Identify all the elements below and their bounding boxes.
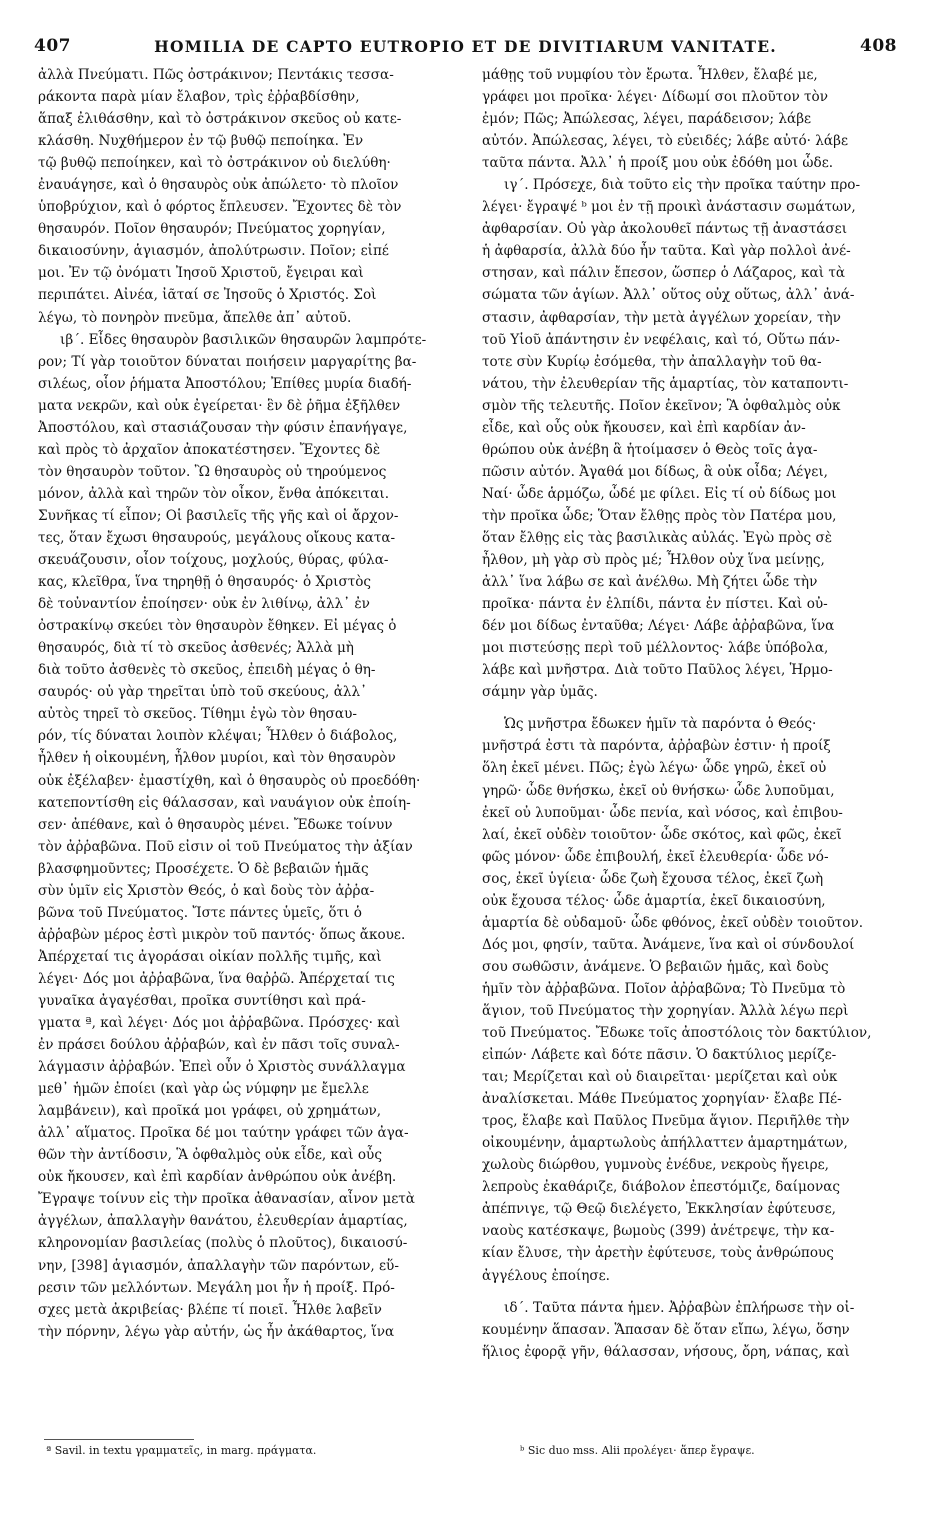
text-line: μεθ᾽ ἡμῶν ἐποίει (καὶ γὰρ ὡς νύμφην με ἔμελλε bbox=[38, 1081, 369, 1098]
text-line: σώματα τῶν ἁγίων. Ἀλλ᾽ οὕτος οὐχ οὕτως, ἀλλ᾽ ἀνά- bbox=[482, 287, 855, 304]
text-line: γηρῶ· ὧδε θνήσκω, ἐκεῖ οὐ θνήσκω· ὧδε λυποῦμαι, bbox=[482, 782, 835, 799]
text-line: ἐναυάγησε, καὶ ὁ θησαυρὸς οὐκ ἀπώλετο· τὸ πλοῖον bbox=[38, 177, 399, 194]
text-line: ιδ΄. Ταῦτα πάντα ἡμεν. Ἀῤῥαβὼν ἐπλήρωσε τὴν οἰ- bbox=[504, 1299, 855, 1316]
text-line: διὰ τοῦτο ἀσθενὲς τὸ σκεῦος, ἐπειδὴ μέγας ὁ θη- bbox=[38, 662, 376, 679]
text-line: τοῦ Υἱοῦ ἀπάντησιν ἐν νεφέλαις, καὶ τό, Οὕτω πάν- bbox=[482, 331, 840, 348]
page-number-right: 408 bbox=[860, 36, 897, 56]
text-line: ιβ΄. Εἶδες θησαυρὸν βασιλικῶν θησαυρῶν λαμπρότε- bbox=[60, 331, 427, 348]
text-line: βῶνα τοῦ Πνεύματος. Ἴστε πάντες ὑμεῖς, ὅτι ὁ bbox=[38, 904, 362, 921]
text-line: σάμην γὰρ ὑμᾶς. bbox=[482, 684, 598, 701]
text-line: ἀγγέλους ἐποίησε. bbox=[482, 1267, 610, 1284]
text-line: ταῦτα πάντα. Ἀλλ᾽ ἡ προίξ μου οὐκ ἐδόθη μοι ὧδε. bbox=[482, 155, 834, 172]
text-line: κατεποντίσθη εἰς θάλασσαν, καὶ ναυάγιον οὐκ ἐποίη- bbox=[38, 794, 411, 811]
left-text-column bbox=[38, 64, 462, 1343]
text-line: ναοὺς κατέσκαψε, βωμοὺς (399) ἀνέτρεψε, τὴν κα- bbox=[482, 1223, 835, 1240]
text-line: σαυρός· οὐ γὰρ τηρεῖται ὑπὸ τοῦ σκεύους, ἀλλ᾽ bbox=[38, 684, 367, 701]
text-line: τῷ βυθῷ πεποίηκεν, καὶ τὸ ὀστράκινον οὐ διελύθη· bbox=[38, 155, 391, 172]
text-line: σχες μετὰ ἀκριβείας· βλέπε τί ποιεῖ. Ἦλθε λαβεῖν bbox=[38, 1301, 382, 1318]
text-line: νην, [398] ἁγιασμόν, ἀπαλλαγὴν τῶν παρόντων, εὕ- bbox=[38, 1257, 399, 1274]
text-line: Ἔγραψε τοίνυν εἰς τὴν προῖκα ἀθανασίαν, αἶνον μετὰ bbox=[38, 1191, 415, 1208]
text-line: ὑποβρύχιον, καὶ ὁ φόρτος ἔπλευσεν. Ἔχοντες δὲ τὸν bbox=[38, 199, 402, 216]
right-text-column bbox=[482, 64, 906, 1363]
text-line: μόνον, ἀλλὰ καὶ τηρῶν τὸν οἶκον, ἔνθα ἀπόκειται. bbox=[38, 485, 390, 502]
text-line: Ναί· ὧδε ἁρμόζω, ὧδέ με φίλει. Εἰς τί οὐ δίδως μοι bbox=[482, 485, 837, 502]
text-line: ὅλη ἐκεῖ μένει. Πῶς; ἐγὼ λέγω· ὧδε γηρῶ, ἐκεῖ οὐ bbox=[482, 760, 827, 777]
text-line: καὶ πρὸς τὸ ἀρχαῖον ἀποκατέστησεν. Ἔχοντες δὲ bbox=[38, 441, 381, 458]
text-line: χωλοὺς διώρθου, γυμνοὺς ἐνέδυε, νεκροὺς ἤγειρε, bbox=[482, 1157, 829, 1174]
text-line: κουμένην ἅπασαν. Ἅπασαν δὲ ὅταν εἴπω, λέγω, ὅσην bbox=[482, 1321, 850, 1338]
paragraph-gap bbox=[482, 1287, 906, 1297]
text-line: τὴν πόρνην, λέγω γὰρ αὐτήν, ὡς ἦν ἀκάθαρτος, ἵνα bbox=[38, 1323, 395, 1340]
text-line: ρόν, τίς δύναται λοιπὸν κλέψαι; Ἦλθεν ὁ διάβολος, bbox=[38, 728, 398, 745]
text-line: θησαυρός, διὰ τί τὸ σκεῦος ἀσθενές; Ἀλλὰ μὴ bbox=[38, 640, 354, 657]
text-line: ἀλλ᾽ αἵματος. Προῖκα δέ μοι ταύτην γράφει τῶν ἀγα- bbox=[38, 1125, 409, 1142]
text-line: ράκοντα παρὰ μίαν ἔλαβον, τρὶς ἐῤῥαβδίσθην, bbox=[38, 89, 360, 106]
text-line: δικαιοσύνην, ἁγιασμόν, ἀπολύτρωσιν. Ποῖον; εἰπέ bbox=[38, 243, 389, 260]
page-number-left: 407 bbox=[34, 36, 71, 56]
text-line: οὐκ ἤκουσεν, καὶ ἐπὶ καρδίαν ἀνθρώπου οὐκ ἀνέβη. bbox=[38, 1169, 397, 1186]
text-line: ἥλιος ἐφορᾷ γῆν, θάλασσαν, νήσους, ὄρη, νάπας, καὶ bbox=[482, 1343, 850, 1360]
text-line: ται; Μερίζεται καὶ οὐ διαιρεῖται· μερίζεται καὶ οὐκ bbox=[482, 1069, 838, 1086]
text-line: τοτε σὺν Κυρίῳ ἐσόμεθα, τὴν ἀπαλλαγὴν τοῦ θα- bbox=[482, 353, 822, 370]
text-line: γματα ª, καὶ λέγει· Δός μοι ἀῤῥαβῶνα. Πρόσχες· καὶ bbox=[38, 1015, 401, 1032]
text-line: ἀλλὰ Πνεύματι. Πῶς ὀστράκινον; Πεντάκις τεσσα- bbox=[38, 67, 394, 83]
paragraph-gap bbox=[482, 703, 906, 713]
text-line: Συνῆκας τί εἶπον; Οἱ βασιλεῖς τῆς γῆς καὶ οἱ ἄρχον- bbox=[38, 507, 399, 524]
text-line: τὴν προῖκα ὧδε; Ὅταν ἔλθῃς πρὸς τὸν Πατέρα μου, bbox=[482, 507, 837, 524]
text-line: λέγει· ἔγραψέ ᵇ μοι ἐν τῇ προικὶ ἀνάστασιν σωμάτων, bbox=[482, 199, 856, 216]
text-line: ἐμόν; Πῶς; Ἀπώλεσας, λέγει, παράδεισον; λάβε bbox=[482, 111, 812, 128]
text-line: γράφει μοι προῖκα· λέγει· Δίδωμί σοι πλοῦτον τὸν bbox=[482, 89, 829, 106]
text-line: θρώπου οὐκ ἀνέβη ἃ ἡτοίμασεν ὁ Θεὸς τοῖς ἀγα- bbox=[482, 441, 818, 458]
text-line: ὅταν ἔλθῃς εἰς τὰς βασιλικὰς αὐλάς. Ἐγὼ πρὸς σὲ bbox=[482, 529, 833, 546]
text-line: εἰπών· Λάβετε καὶ δότε πᾶσιν. Ὁ δακτύλιος μερίζε- bbox=[482, 1047, 837, 1064]
text-line: λάβε καὶ μνῆστρα. Διὰ τοῦτο Παῦλος λέγει, Ἡρμο- bbox=[482, 662, 833, 679]
text-line: Ὡς μνῆστρα ἔδωκεν ἡμῖν τὰ παρόντα ὁ Θεός· bbox=[504, 716, 817, 733]
text-line: ρον; Τί γὰρ τοιοῦτον δύναται ποιήσειν μαργαρίτης βα- bbox=[38, 353, 417, 370]
text-line: οὐκ ἐξέλαβεν· ἐμαστίχθη, καὶ ὁ θησαυρὸς οὐ προεδόθη· bbox=[38, 772, 421, 789]
text-line: φῶς μόνον· ὧδε ἐπιβουλή, ἐκεῖ ἐλευθερία· ὧδε νό- bbox=[482, 848, 829, 865]
text-line: σμὸν τῆς τελευτῆς. Ποῖον ἐκεῖνον; Ἃ ὀφθαλμὸς οὐκ bbox=[482, 397, 841, 414]
text-line: ρεσιν τῶν μελλόντων. Μεγάλη μοι ἦν ἡ προίξ. Πρό- bbox=[38, 1279, 395, 1296]
text-line: στησαν, καὶ πάλιν ἔπεσον, ὥσπερ ὁ Λάζαρος, καὶ τὰ bbox=[482, 265, 846, 282]
text-line: ἁμαρτία δὲ οὐδαμοῦ· ὧδε φθόνος, ἐκεῖ οὐδὲν τοιοῦτον. bbox=[482, 914, 864, 931]
footnote-right: ᵇ Sic duo mss. Alii προλέγει· ἅπερ ἔγραψε. bbox=[520, 1444, 755, 1457]
text-line: θῶν τὴν ἀντίδοσιν, Ἃ ὀφθαλμὸς οὐκ εἶδε, καὶ οὖς bbox=[38, 1147, 382, 1164]
text-line: λαμβάνειν), καὶ προῖκά μοι γράφει, οὐ χρημάτων, bbox=[38, 1103, 382, 1120]
text-line: κίαν ἔλυσε, τὴν ἀρετὴν ἐφύτευσε, τοὺς ἀνθρώπους bbox=[482, 1245, 834, 1262]
text-line: σεν· ἀπέθανε, καὶ ὁ θησαυρὸς μένει. Ἔδωκε τοίνυν bbox=[38, 816, 393, 833]
text-line: λαί, ἐκεῖ οὐδὲν τοιοῦτον· ὧδε σκότος, καὶ φῶς, ἐκεῖ bbox=[482, 826, 842, 843]
text-line: ἦλθεν ἡ οἰκουμένη, ἦλθον μυρίοι, καὶ τὸν θησαυρὸν bbox=[38, 750, 396, 767]
text-line: ἀγγέλων, ἀπαλλαγὴν θανάτου, ἐλευθερίαν ἁμαρτίας, bbox=[38, 1213, 408, 1230]
text-line: περιπάτει. Αἰνέα, ἰᾶταί σε Ἰησοῦς ὁ Χριστός. Σοὶ bbox=[38, 287, 377, 304]
text-line: ἡμῖν τὸν ἀῤῥαβῶνα. Ποῖον ἀῤῥαβῶνα; Τὸ Πνεῦμα τὸ bbox=[482, 980, 846, 997]
text-line: κλάσθη. Νυχθήμερον ἐν τῷ βυθῷ πεποίηκα. Ἐν bbox=[38, 133, 364, 150]
text-line: ἀλλ᾽ ἵνα λάβω σε καὶ ἀνέλθω. Μὴ ζήτει ὧδε τὴν bbox=[482, 574, 818, 591]
text-line: Ἀποστόλου, καὶ στασιάζουσαν τὴν φύσιν ἐπανήγαγε, bbox=[38, 419, 408, 436]
text-line: πῶσιν αὐτόν. Ἀγαθά μοι δίδως, ἃ οὐκ οἶδα; Λέγει, bbox=[482, 463, 829, 480]
text-line: βλασφημοῦντες; Προσέχετε. Ὁ δὲ βεβαιῶν ἡμᾶς bbox=[38, 860, 369, 877]
text-line: ἦλθον, μὴ γὰρ σὺ πρὸς μέ; Ἦλθον οὐχ ἵνα μείνῃς, bbox=[482, 552, 825, 569]
text-line: ἀναλίσκεται. Μάθε Πνεύματος χορηγίαν· ἔλαβε Πέ- bbox=[482, 1091, 842, 1108]
footnote-rule bbox=[44, 1439, 194, 1440]
text-line: ἅπαξ ἐλιθάσθην, καὶ τὸ ὀστράκινον σκεῦος οὐ κατε- bbox=[38, 111, 402, 128]
footnote-left: ª Savil. in textu γραμματεῖς, in marg. πράγματα. bbox=[46, 1444, 317, 1457]
text-line: μοι πιστεύσῃς περὶ τοῦ μέλλοντος· λάβε ὑπόβολα, bbox=[482, 640, 829, 657]
text-line: γυναῖκα ἀγαγέσθαι, προῖκα συντίθησι καὶ πρά- bbox=[38, 992, 366, 1009]
text-line: ἅγιον, τοῦ Πνεύματος τὴν χορηγίαν. Ἀλλὰ λέγω περὶ bbox=[482, 1002, 849, 1019]
text-line: οἰκουμένην, ἁμαρτωλοὺς ἀπήλλαττεν ἁμαρτημάτων, bbox=[482, 1135, 848, 1152]
text-line: ἡ ἀφθαρσία, ἀλλὰ δύο ἦν ταῦτα. Καὶ γὰρ πολλοὶ ἀνέ- bbox=[482, 243, 851, 260]
text-line: λέγει· Δός μοι ἀῤῥαβῶνα, ἵνα θαῤῥῶ. Ἀπέρχεταί τις bbox=[38, 970, 395, 987]
text-line: εἶδε, καὶ οὖς οὐκ ἤκουσεν, καὶ ἐπὶ καρδίαν ἀν- bbox=[482, 419, 806, 436]
text-line: αὐτόν. Ἀπώλεσας, λέγει, τὸ εὐειδές; λάβε αὐτό· λάβε bbox=[482, 133, 849, 150]
text-line: λάγμασιν ἀῤῥαβών. Ἐπεὶ οὖν ὁ Χριστὸς συνάλλαγμα bbox=[38, 1059, 406, 1076]
text-line: προῖκα· πάντα ἐν ἐλπίδι, πάντα ἐν πίστει. Καὶ οὐ- bbox=[482, 596, 828, 613]
text-line: ὀστρακίνῳ σκεύει τὸν θησαυρὸν ἔθηκεν. Εἰ μέγας ὁ bbox=[38, 618, 397, 635]
text-line: τρος, ἔλαβε καὶ Παῦλος Πνεῦμα ἅγιον. Περιῆλθε τὴν bbox=[482, 1113, 850, 1130]
text-line: οὐκ ἔχουσα τέλος· ὧδε ἁμαρτία, ἐκεῖ δικαιοσύνη, bbox=[482, 892, 826, 909]
text-line: Ἀπέρχεταί τις ἀγοράσαι οἰκίαν πολλῆς τιμῆς, καὶ bbox=[38, 948, 382, 965]
text-line: αὐτὸς τηρεῖ τὸ σκεῦος. Τίθημι ἐγὼ τὸν θησαυ- bbox=[38, 706, 357, 723]
text-line: σὺν ὑμῖν εἰς Χριστὸν Θεός, ὁ καὶ δοὺς τὸν ἀῤῥα- bbox=[38, 882, 375, 899]
text-line: τὸν θησαυρὸν τοῦτον. Ὢ θησαυρὸς οὐ τηρούμενος bbox=[38, 463, 387, 480]
text-line: ἀπέπνιγε, τῷ Θεῷ διελέγετο, Ἐκκλησίαν ἐφύτευσε, bbox=[482, 1201, 837, 1218]
text-line: νάτου, τὴν ἐλευθερίαν τῆς ἁμαρτίας, τὸν καταποντι- bbox=[482, 375, 849, 392]
text-line: μνῆστρά ἐστι τὰ παρόντα, ἀῤῥαβὼν ἐστιν· ἡ προίξ bbox=[482, 738, 831, 755]
text-line: ἀφθαρσίαν. Οὐ γὰρ ἀκολουθεῖ πάντως τῇ ἀναστάσει bbox=[482, 221, 848, 238]
text-line: δὲ τοὐναντίον ἐποίησεν· οὐκ ἐν λιθίνῳ, ἀλλ᾽ ἐν bbox=[38, 596, 370, 613]
text-line: ἐκεῖ οὐ λυποῦμαι· ὧδε πενία, καὶ νόσος, καὶ ἐπιβου- bbox=[482, 804, 843, 821]
text-line: σος, ἐκεῖ ὑγίεια· ὧδε ζωὴ ἔχουσα τέλος, ἐκεῖ ζωὴ bbox=[482, 870, 824, 887]
text-line: τὸν ἀῤῥαβῶνα. Ποῦ εἰσιν οἱ τοῦ Πνεύματος τὴν ἀξίαν bbox=[38, 838, 413, 855]
text-line: ματα νεκρῶν, καὶ οὐκ ἐγείρεται· ἓν δὲ ῥῆμα ἐξῆλθεν bbox=[38, 397, 401, 414]
running-header bbox=[30, 36, 901, 58]
text-line: θησαυρόν. Ποῖον θησαυρόν; Πνεύματος χορηγίαν, bbox=[38, 221, 386, 238]
text-line: τοῦ Πνεύματος. Ἔδωκε τοῖς ἀποστόλοις τὸν δακτύλιον, bbox=[482, 1025, 872, 1042]
text-line: λέγω, τὸ πονηρὸν πνεῦμα, ἄπελθε ἀπ᾽ αὐτοῦ. bbox=[38, 309, 352, 326]
text-line: λεπροὺς ἐκαθάριζε, διάβολον ἐπεστόμιζε, δαίμονας bbox=[482, 1179, 841, 1196]
running-title: HOMILIA DE CAPTO EUTROPIO ET DE DIVITIARUM VANITATE. bbox=[154, 37, 777, 56]
text-line: δέν μοι δίδως ἐνταῦθα; Λέγει· Λάβε ἀῤῥαβῶνα, ἵνα bbox=[482, 618, 835, 635]
text-line: σου σωθῶσιν, ἀνάμενε. Ὁ βεβαιῶν ἡμᾶς, καὶ δοὺς bbox=[482, 958, 829, 975]
text-line: σκευάζουσιν, οἷον τοίχους, μοχλούς, θύρας, φύλα- bbox=[38, 552, 389, 569]
text-line: Δός μοι, φησίν, ταῦτα. Ἀνάμενε, ἵνα καὶ οἱ σύνδουλοί bbox=[482, 936, 855, 953]
text-line: σιλέως, οἷον ῥήματα Ἀποστόλου; Ἐπίθες μυρία διαδή- bbox=[38, 375, 412, 392]
text-line: κληρονομίαν βασιλείας (πολὺς ὁ πλοῦτος), δικαιοσύ- bbox=[38, 1235, 408, 1252]
text-line: μοι. Ἐν τῷ ὀνόματι Ἰησοῦ Χριστοῦ, ἔγειραι καὶ bbox=[38, 265, 364, 282]
text-line: στασιν, ἀφθαρσίαν, τὴν μετὰ ἀγγέλων χορείαν, τὴν bbox=[482, 309, 841, 326]
text-line: ἀῤῥαβὼν μέρος ἐστὶ μικρὸν τοῦ παντός· ὅπως ἄκουε. bbox=[38, 926, 406, 943]
text-line: τες, ὅταν ἔχωσι θησαυρούς, μεγάλους οἴκους κατα- bbox=[38, 529, 396, 546]
text-line: μάθῃς τοῦ νυμφίου τὸν ἔρωτα. Ἦλθεν, ἔλαβέ με, bbox=[482, 67, 818, 83]
text-line: ἐν πράσει δούλου ἀῤῥαβών, καὶ ἐν πᾶσι τοῖς συναλ- bbox=[38, 1037, 400, 1054]
text-line: ιγ΄. Πρόσεχε, διὰ τοῦτο εἰς τὴν προῖκα ταύτην προ- bbox=[504, 177, 861, 194]
text-line: κας, κλεῖθρα, ἵνα τηρηθῇ ὁ θησαυρός· ὁ Χριστὸς bbox=[38, 574, 372, 591]
